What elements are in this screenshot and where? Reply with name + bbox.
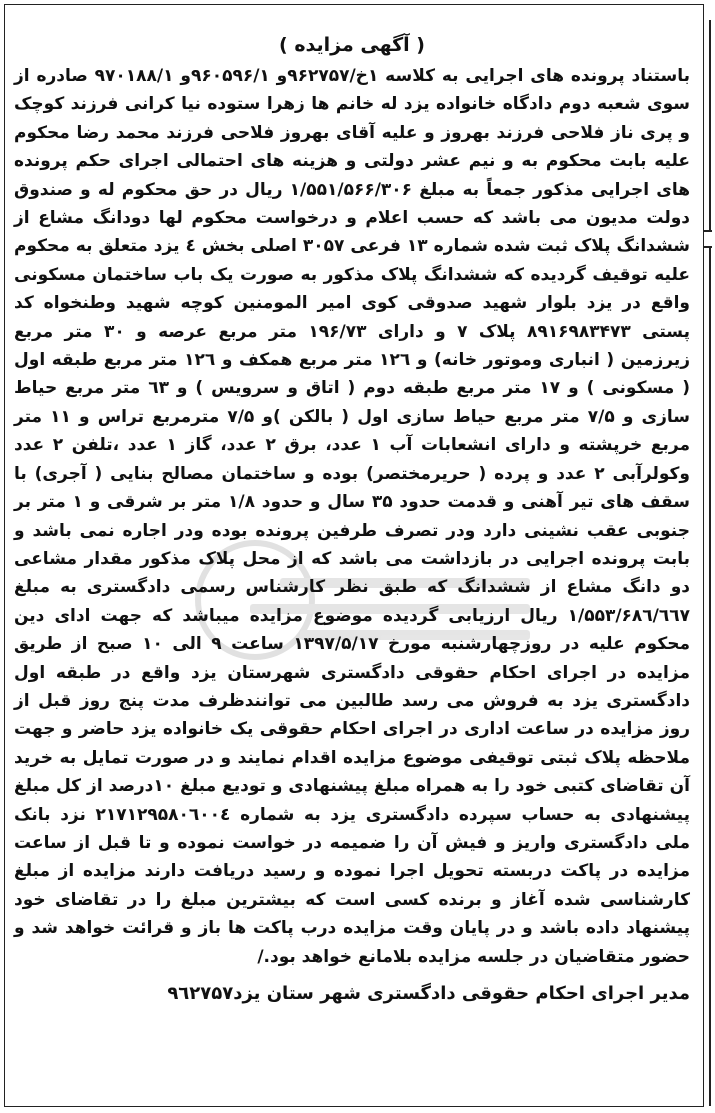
notice-signature: مدیر اجرای احکام حقوقی دادگستری شهر ستان یزد۹٦۲۷۵۷ <box>167 983 690 1004</box>
column-divider-top <box>709 20 711 230</box>
column-divider-tick <box>704 230 712 232</box>
column-divider-tick <box>704 246 712 248</box>
notice-content <box>14 30 690 1009</box>
column-divider-bottom <box>709 246 711 1106</box>
notice-title: ( آگهی مزایده ) <box>279 34 425 56</box>
notice-body: باستناد پرونده های اجرایی به کلاسه ۱خ/۹۶۲۷۵۷و ۹۶۰۵۹۶/۱و ۹۷۰۱۸۸/۱ صادره از سوی شعبه دوم دادگاه خانواده یزد له خانم ها زهرا ستوده نیا کرانی فرزند کوچک و پری ناز فلاحی فرزند بهروز و علیه آقای بهروز فلاحی فرزند محمد رضا محکوم علیه بابت محکوم به و نیم عشر دولتی و هزینه های احتمالی اجرای حکم پرونده های اجرایی مذکور جمعاً به مبلغ ۱/۵۵۱/۵۶۶/۳۰۶ ریال در حق محکوم له و صندوق دولت مدیون می باشد که حسب اعلام و درخواست محکوم لها دودانگ مشاع از ششدانگ پلاک ثبت شده شماره ۱۳ فرعی ۳۰۵۷ اصلی بخش ٤ یزد متعلق به محکوم علیه توقیف گردیده که ششدانگ پلاک مذکور به صورت یک باب ساختمان مسکونی واقع در یزد بلوار شهید صدوقی کوی امیر المومنین کوچه شهید وطنخواه کد پستی ۸۹۱۶۹۸۳۴۷۳ پلاک ۷ و دارای ۱۹۶/۷۳ متر مربع عرصه و ۳۰ متر مربع زیرزمین ( انباری وموتور خانه) و ۱۲٦ متر مربع همکف و ۱۲٦ متر مربع طبقه اول ( مسکونی ) و ۱۷ متر مربع طبقه دوم ( اتاق و سرویس ) و ٦۳ متر مربع حیاط سازی و ۷/۵ متر مربع حیاط سازی اول ( بالکن )و ۷/۵ مترمربع تراس و ۱۱ متر مربع خرپشته و دارای انشعابات آب ۱ عدد، برق ۲ عدد، گاز ۱ عدد ،تلفن ۲ عدد وکولرآبی ۲ عدد و پرده ( حریرمختصر) بوده و ساختمان مصالح بنایی ( آجری) با سقف های تیر آهنی و قدمت حدود ۳۵ سال و حدود ۱/۸ متر بر شرقی و ۱ متر بر جنوبی عقب نشینی دارد ودر تصرف طرفین پرونده بوده ودر اجاره نمی باشد و بابت پرونده اجرایی در بازداشت می باشد که از محل پلاک مذکور مقدار مشاعی دو دانگ مشاع از ششدانگ که طبق نظر کارشناس رسمی دادگستری به مبلغ ۱/۵۵۳/۶۸٦/٦٦۷ ریال ارزیابی گردیده موضوع مزایده میباشد که جهت ادای دین محکوم علیه در روزچهارشنبه مورخ ۱۳۹۷/۵/۱۷ ساعت ۹ الی ۱۰ صبح از طریق مزایده در اجرای احکام حقوقی دادگستری شهرستان یزد واقع در طبقه اول دادگستری یزد به فروش می رسد طالبین می توانندظرف مدت پنج روز قبل از روز مزایده در ساعت اداری در اجرای احکام حقوقی یک خانواده یزد حاضر و جهت ملاحظه پلاک ثبتی توقیفی موضوع مزایده اقدام نمایند و در صورت تمایل به خرید آن تقاضای کتبی خود را به همراه مبلغ پیشنهادی و تودیع مبلغ ۱۰درصد از کل مبلغ پیشنهادی به حساب سپرده دادگستری یزد به شماره ۲۱۷۱۲۹۵۸۰٦۰۰٤ نزد بانک ملی دادگستری واریز و فیش آن را ضمیمه در خواست نموده و تا قبل از ساعت مزایده در پاکت دربسته تحویل اجرا نموده و رسید دریافت دارند مزایده از مبلغ کارشناسی شده آغاز و برنده کسی است که بیشترین مبلغ را در تقاضای خود پیشنهاد داده باشد و در پایان وقت مزایده درب پاکت ها باز و قرائت خواهد شد و حضور متقاضیان در جلسه مزایده بلامانع خواهد بود./ <box>14 66 691 967</box>
